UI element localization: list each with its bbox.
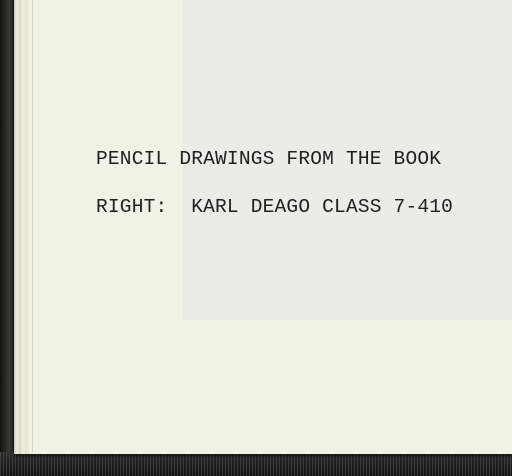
- caption-line-2: RIGHT: KARL DEAGO CLASS 7-410: [96, 196, 454, 218]
- binder-spine-edge: [0, 0, 14, 476]
- binder-bottom-edge: [0, 452, 512, 476]
- caption-line-1: PENCIL DRAWINGS FROM THE BOOK: [96, 148, 442, 170]
- document-page: [32, 0, 512, 452]
